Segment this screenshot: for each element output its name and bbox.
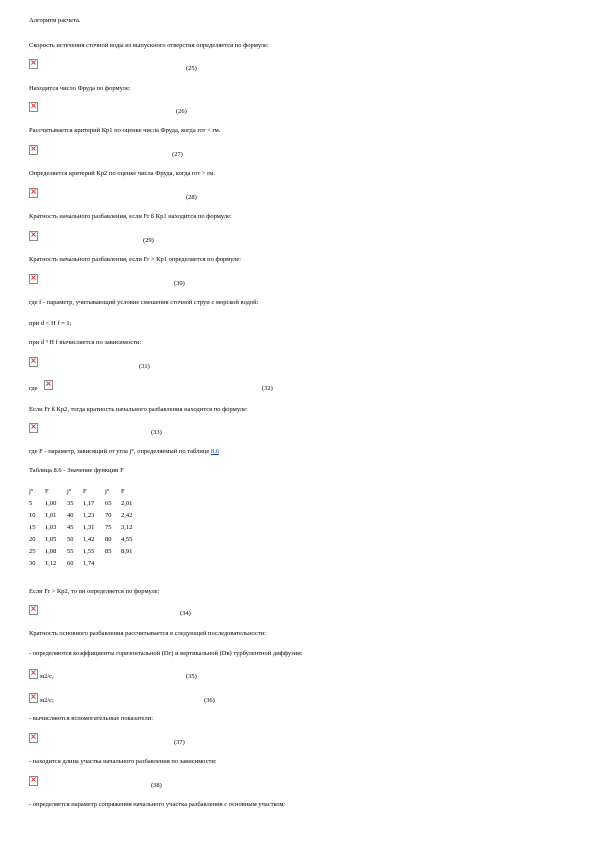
table-cell: 2,01 bbox=[121, 500, 133, 507]
condition-1: при d < H f = 1; bbox=[29, 320, 72, 327]
table-cell: 20 bbox=[29, 536, 36, 543]
condition-2: при d ³ H f вычисляется по зависимости: bbox=[29, 339, 142, 346]
table-cell: 1,55 bbox=[83, 548, 95, 555]
table-cell: 1,01 bbox=[45, 512, 57, 519]
table-cell: 1,23 bbox=[83, 512, 95, 519]
table-cell: 25 bbox=[29, 548, 36, 555]
unit-label: м2/с; bbox=[40, 697, 54, 704]
paragraph-kr1: Рассчитывается критерий Кр1 по оценке числа Фруда, когда rот < rм. bbox=[29, 127, 221, 134]
table-header-cell: F bbox=[45, 488, 49, 495]
table-cell: 10 bbox=[29, 512, 36, 519]
table-header-cell: j° bbox=[105, 488, 110, 495]
table-row bbox=[29, 548, 143, 560]
table-cell: 1,17 bbox=[83, 500, 95, 507]
equation-number: (32) bbox=[262, 385, 273, 392]
table-row bbox=[29, 524, 143, 536]
table-cell: 65 bbox=[105, 500, 112, 507]
broken-image-icon bbox=[29, 423, 38, 433]
broken-image-icon bbox=[29, 605, 38, 615]
table-cell bbox=[105, 560, 121, 572]
paragraph-initial-length: - находится длина участка начального разбавления по зависимости: bbox=[29, 758, 217, 765]
broken-image-icon bbox=[29, 776, 38, 786]
table-cell: 1,03 bbox=[45, 524, 57, 531]
paragraph-parameter-f: где f - параметр, учитывающий условие смешения сточной струи с морской водой: bbox=[29, 299, 259, 306]
table-cell: 1,00 bbox=[45, 500, 57, 507]
broken-image-icon bbox=[29, 102, 38, 112]
table-link[interactable]: 8.6 bbox=[210, 448, 220, 455]
table-cell: 50 bbox=[67, 536, 74, 543]
table-header-cell: F bbox=[121, 488, 125, 495]
table-cell: 60 bbox=[67, 560, 74, 567]
equation-number: (26) bbox=[176, 108, 187, 115]
table-header-cell: j° bbox=[67, 488, 72, 495]
table-cell: 35 bbox=[67, 500, 74, 507]
paragraph-froude: Находится число Фруда по формуле: bbox=[29, 85, 131, 92]
table-cell: 75 bbox=[105, 524, 112, 531]
unit-label: м2/с, bbox=[40, 673, 54, 680]
equation-number: (36) bbox=[204, 697, 215, 704]
function-f-table bbox=[29, 488, 143, 572]
equation-number: (31) bbox=[139, 363, 150, 370]
heading: Алгоритм расчета. bbox=[29, 17, 81, 24]
broken-image-icon bbox=[29, 145, 38, 155]
equation-number: (25) bbox=[186, 65, 197, 72]
table-cell: 5 bbox=[29, 500, 33, 507]
broken-image-icon bbox=[29, 733, 38, 743]
paragraph-fr-kr2: Если Fr ß Кр2, тогда кратность начального разбавления находится по формуле: bbox=[29, 406, 248, 413]
table-cell: 1,74 bbox=[83, 560, 95, 567]
broken-image-icon bbox=[29, 188, 38, 198]
equation-number: (34) bbox=[180, 610, 191, 617]
broken-image-icon bbox=[29, 357, 38, 367]
table-cell: 40 bbox=[67, 512, 74, 519]
broken-image-icon bbox=[29, 274, 38, 284]
paragraph-parameter-F bbox=[29, 448, 219, 455]
table-cell: 1,12 bbox=[45, 560, 57, 567]
paragraph-coupling-parameter: - определяется параметр сопряжения начального участка разбавления с основным участком: bbox=[29, 801, 286, 808]
broken-image-icon bbox=[29, 693, 38, 703]
table-cell: 1,05 bbox=[45, 536, 57, 543]
broken-image-icon bbox=[29, 59, 38, 69]
table-cell: 1,42 bbox=[83, 536, 95, 543]
table-cell bbox=[121, 560, 143, 572]
paragraph-kr2: Определяется критерий Кр2 по оценке числа Фруда, когда rот > rм. bbox=[29, 170, 216, 177]
table-header-cell: j° bbox=[29, 488, 34, 495]
equation-number: (28) bbox=[186, 194, 197, 201]
table-row bbox=[29, 500, 143, 512]
equation-number: (27) bbox=[172, 151, 183, 158]
table-cell: 55 bbox=[67, 548, 74, 555]
table-row bbox=[29, 560, 143, 572]
table-cell: 1,31 bbox=[83, 524, 95, 531]
table-cell: 45 bbox=[67, 524, 74, 531]
table-cell: 4,55 bbox=[121, 536, 133, 543]
table-cell: 30 bbox=[29, 560, 36, 567]
table-cell: 70 bbox=[105, 512, 112, 519]
table-cell: 2,42 bbox=[121, 512, 133, 519]
paragraph-dilution-1: Кратность начального разбавления, если Fr ß Кр1 находится по формуле: bbox=[29, 213, 232, 220]
paragraph-diffusion: - определяются коэффициенты горизонтальной (Dг) и вертикальной (Dв) турбулентной диффузии: bbox=[29, 650, 303, 657]
broken-image-icon bbox=[29, 669, 38, 679]
broken-image-icon bbox=[44, 380, 53, 390]
table-cell: 8,91 bbox=[121, 548, 133, 555]
table-header-cell: F bbox=[83, 488, 87, 495]
paragraph-dilution-2: Кратность начального разбавления, если Fr > Кр1 определяется по формуле: bbox=[29, 256, 242, 263]
equation-number: (30) bbox=[174, 280, 185, 287]
table-row bbox=[29, 536, 143, 548]
table-cell: 80 bbox=[105, 536, 112, 543]
paragraph-fr-kr2-b: Если Fr > Кр2, то nн определяется по формуле: bbox=[29, 588, 160, 595]
equation-number: (35) bbox=[186, 673, 197, 680]
equation-number: (33) bbox=[151, 429, 162, 436]
equation-number: (38) bbox=[151, 782, 162, 789]
broken-image-icon bbox=[29, 231, 38, 241]
paragraph-outflow-velocity: Скорость истечения сточной воды из выпускного отверстия определяется по формуле: bbox=[29, 42, 269, 49]
paragraph-main-dilution: Кратность основного разбавления рассчитывается в следующей последовательности: bbox=[29, 630, 266, 637]
paragraph-auxiliary: - вычисляются вспомогательные показатели: bbox=[29, 715, 154, 722]
table-cell: 3,12 bbox=[121, 524, 133, 531]
paragraph-parameter-F-text: где F - параметр, зависящий от угла j°, определяемый по таблице bbox=[29, 448, 211, 455]
equation-number: (29) bbox=[143, 237, 154, 244]
table-caption: Таблица 8.6 - Значение функции F bbox=[29, 467, 124, 474]
equation-number: (37) bbox=[174, 739, 185, 746]
table-header-row bbox=[29, 488, 143, 500]
where-label: где bbox=[29, 385, 38, 392]
table-cell: 15 bbox=[29, 524, 36, 531]
table-row bbox=[29, 512, 143, 524]
table-cell: 1,08 bbox=[45, 548, 57, 555]
table-cell: 85 bbox=[105, 548, 112, 555]
